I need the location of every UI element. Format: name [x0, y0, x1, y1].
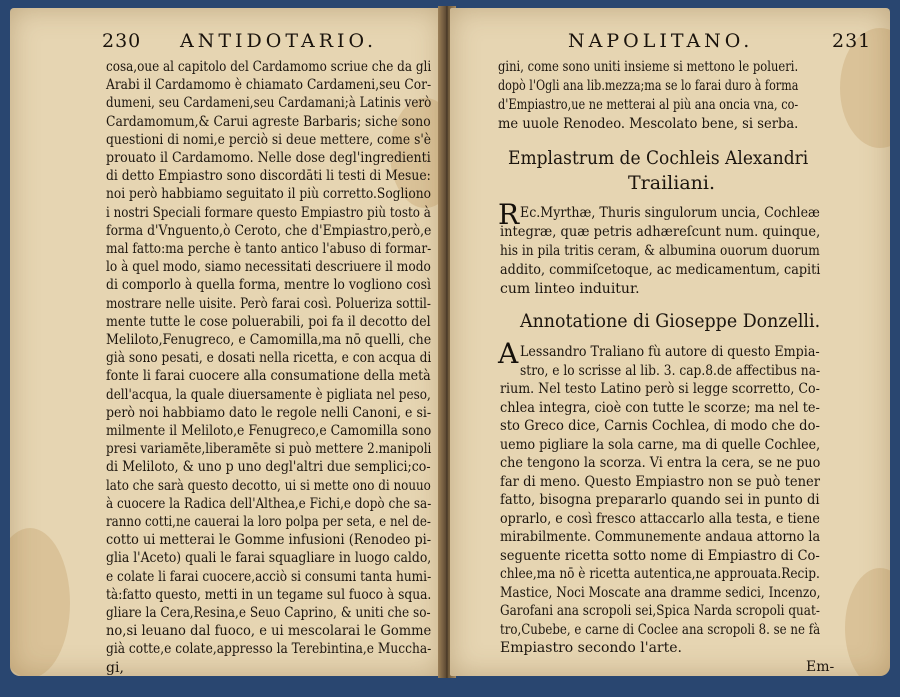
text-line: oprarlo, e così fresco attaccarlo alla testa, e tiene [500, 510, 820, 527]
page-number: 230 [102, 30, 142, 52]
text-line: lato che sarà questo decotto, ui si mette ono di nouuo [106, 477, 431, 494]
running-head: NAPOLITANO. [568, 30, 754, 52]
text-line: cum linteo induitur. [500, 281, 640, 297]
text-line: Meliloto,Fenugreco, e Camomilla,ma nō quelli, che [106, 332, 432, 348]
text-line: stro, e lo scrisse al lib. 3. cap.8.de affectibus na- [520, 362, 821, 379]
text-line: cosa,oue al capitolo del Cardamomo scriue che da gli [106, 59, 432, 75]
right-page [450, 8, 890, 676]
text-line: presi variamēte,liberamēte si può mettere 2.manipoli [106, 441, 432, 458]
text-line: chlea integra, cioè con tutte le scorze; ma nel te- [500, 399, 820, 416]
text-line: forma d'Vnguento,ò Ceroto, che d'Empiastro,però,e [106, 222, 432, 239]
text-line: mirabilmente. Communemente andaua attorno la [500, 529, 821, 545]
text-line: Ec.Myrthæ, Thuris singulorum uncia, Cochleæ [520, 205, 820, 221]
paper-stain [10, 528, 70, 676]
text-line: glia l'Aceto) quali le farai squagliare in luogo caldo, [106, 550, 432, 567]
text-line: Mastice, Noci Moscate ana dramme sedici, Incenzo, [500, 584, 821, 601]
running-head: ANTIDOTARIO. [180, 30, 378, 52]
text-line: gi, [106, 659, 124, 676]
section-title: Trailiani. [628, 172, 715, 194]
text-line: seguente ricetta sotto nome di Empiastro di Co- [500, 547, 820, 564]
text-line: Garofani ana scropoli sei,Spica Narda scropoli quat- [500, 603, 820, 619]
text-line: me uuole Renodeo. Mescolato bene, si serba. [498, 116, 799, 132]
text-line: integræ, quæ petris adhæreſcunt num. quinque, [500, 224, 821, 240]
text-line: d'Empiastro,ue ne metterai al più ana oncia vna, co- [498, 97, 799, 113]
text-line: milmente il Meliloto,e Fenugreco,e Camomilla sono [106, 423, 432, 439]
text-line: già sono pesati, e dosati nella ricetta, e con acqua di [106, 350, 432, 367]
text-line: dell'acqua, la quale diuersamente è pigliata nel peso, [106, 386, 431, 403]
text-line: di detto Empiastro sono discordāti li testi di Mesue: [106, 168, 431, 185]
left-page [10, 8, 442, 676]
paper-stain [845, 568, 890, 676]
text-line: tà:fatto questo, metti in un tegame sul fuoco à squa. [106, 586, 432, 603]
text-line: di Meliloto, & uno p uno degl'altri due semplici;co- [106, 459, 431, 476]
text-line: di comporlo à quella forma, mentre lo vogliono così [106, 277, 432, 294]
text-line: dopò l'Ogli ana lib.mezza;ma se lo farai duro à forma [498, 78, 799, 94]
text-line: ranno cotti,ne cauerai la loro polpa per seta, e nel de- [106, 514, 431, 530]
section-title: Emplastrum de Cochleis Alexandri [508, 147, 809, 169]
text-line: tro,Cubebe, e carne di Coclee ana scropoli 8. se ne fà [500, 621, 821, 638]
page-number: 231 [832, 30, 872, 52]
text-line: mostrare nelle uisite. Però farai così. Polueriza sottil- [106, 295, 431, 312]
text-line: lo à quel modo, siamo necessitati descriuere il modo [106, 259, 431, 276]
text-line: questioni di nomi,e perciò si deue mettere, come s'è [106, 131, 432, 148]
text-line: mente tutte le cose poluerabili, poi fa il decotto del [106, 313, 431, 330]
text-line: sto Greco dice, Carnis Cochlea, di modo che do- [500, 418, 820, 434]
text-line: dumeni, seu Cardameni,seu Cardamani;à Latinis verò [106, 95, 432, 112]
text-line: no,si leuano dal fuoco, e ui mescolarai le Gomme [106, 623, 432, 640]
text-line: che tengono la scorza. Vi entra la cera, se ne puo [500, 455, 821, 471]
section-title: Annotatione di Gioseppe Donzelli. [520, 310, 821, 332]
text-line: noi però habbiamo seguitato il più corretto.Sogliono [106, 186, 431, 203]
text-line: gliare la Cera,Resina,e Seuo Caprino, & uniti che so- [106, 605, 431, 621]
text-line: rium. Nel testo Latino però si legge scorretto, Co- [500, 381, 820, 397]
text-line: cotto ui metterai le Gomme infusioni (Renodeo pi- [106, 532, 432, 549]
text-line: però noi habbiamo dato le regole nelli Canoni, e si- [106, 404, 432, 421]
text-line: Cardamomum,& Carui agreste Barbaris; siche sono [106, 113, 431, 130]
text-line: Empiastro secondo l'arte. [500, 640, 682, 656]
text-line: addito, commiſcetoque, ac medicamentum, capiti [500, 262, 821, 278]
text-line: chlee,ma nō è ricetta autentica,ne approuata.Recip. [500, 566, 820, 582]
text-line: his in pila tritis ceram, & albumina ouorum duorum [500, 243, 820, 259]
text-line: gini, come sono uniti insieme si mettono le polueri. [498, 59, 799, 75]
text-line: prouato il Cardamomo. Nelle dose degl'ingredienti [106, 150, 431, 166]
text-line: mal fatto:ma perche è tanto antico l'abuso di formar- [106, 241, 432, 257]
text-line: fonte li farai cuocere alla consumatione della metà [106, 368, 431, 385]
text-line: i nostri Speciali formare questo Empiastro più tosto à [106, 204, 431, 221]
text-line: Arabi il Cardamomo è chiamato Cardameni,seu Cor- [106, 77, 432, 94]
drop-initial: R [498, 198, 520, 231]
text-line: Lessandro Traliano fù autore di questo Empia- [520, 344, 820, 360]
text-line: fatto, bisogna prepararlo quando sei in punto di [500, 492, 820, 508]
text-line: uemo pigliare la sola carne, ma di quelle Cochlee, [500, 436, 821, 453]
drop-initial: A [498, 337, 519, 370]
text-line: e colate li farai cuocere,acciò si consumi tanta humi- [106, 568, 432, 585]
text-line: già cotte,e colate,appresso la Terebintina,e Muccha- [106, 641, 432, 658]
text-line: à cuocere la Radica dell'Althea,e Fichi,e dopò che sa- [106, 495, 432, 512]
text-line: far di meno. Questo Empiastro non se può tener [500, 473, 821, 490]
text-line: Em- [806, 658, 835, 675]
